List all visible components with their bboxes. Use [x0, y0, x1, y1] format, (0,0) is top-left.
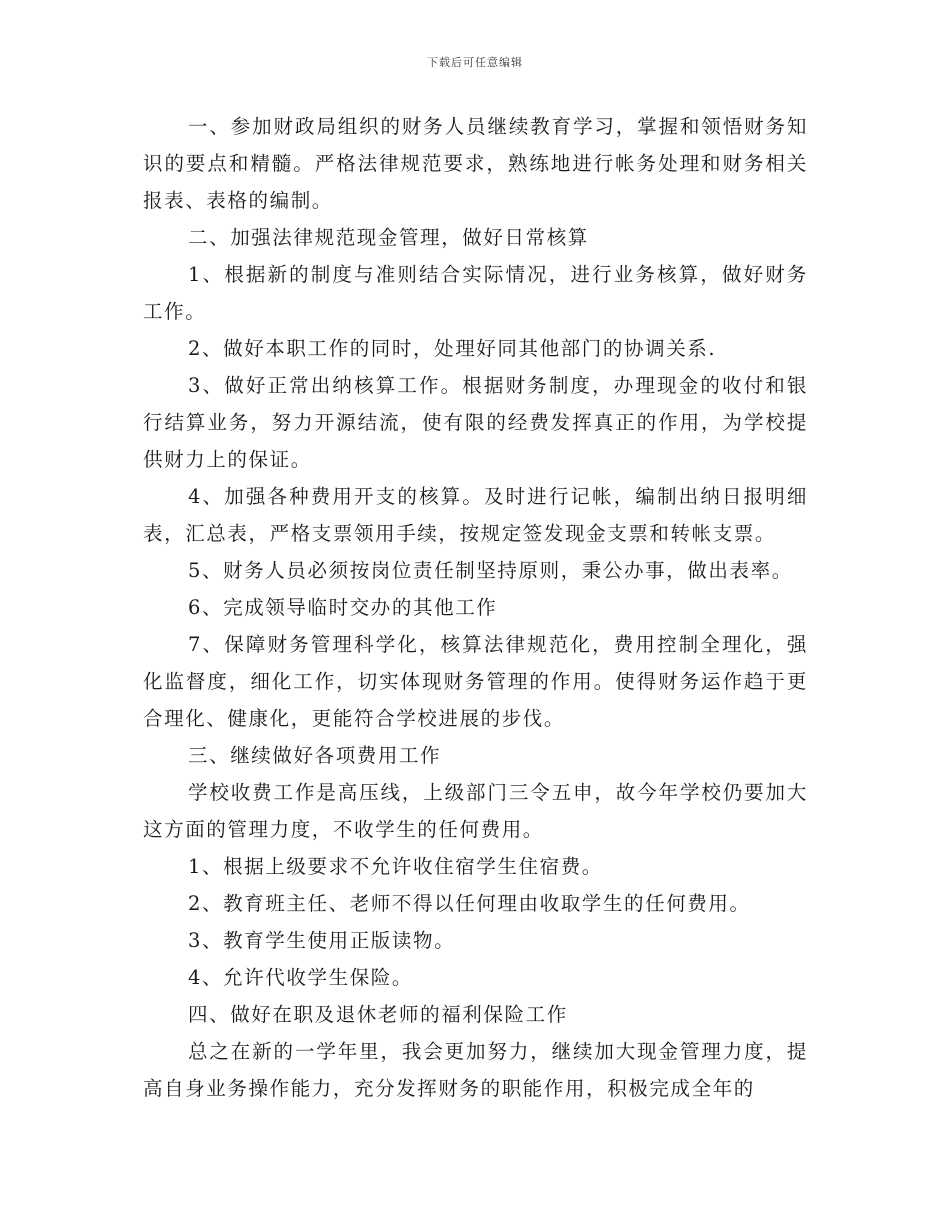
document-body: [143, 108, 808, 1107]
heading-section-4: 四、做好在职及退休老师的福利保险工作: [188, 1003, 568, 1026]
page-header: 下载后可任意编辑: [427, 56, 523, 69]
paragraph-item-2-6: 6、完成领导临时交办的其他工作: [188, 596, 498, 619]
paragraph-conclusion: 总之在新的一学年里，我会更加努力，继续加大现金管理力度，提高自身业务操作能力，充分发挥财务的职能作用，积极完成全年的: [143, 1040, 808, 1100]
paragraph-item-2-7: 7、保障财务管理科学化，核算法律规范化，费用控制全理化，强化监督度，细化工作，切实体现财务管理的作用。使得财务运作趋于更合理化、健康化，更能符合学校进展的步伐。: [143, 633, 808, 730]
paragraph-item-3-3: 3、教育学生使用正版读物。: [188, 929, 456, 952]
paragraph-item-2-1: 1、根据新的制度与准则结合实际情况，进行业务核算，做好财务工作。: [143, 263, 808, 323]
paragraph-item-2-3: 3、做好正常出纳核算工作。根据财务制度，办理现金的收付和银行结算业务，努力开源结流，使有限的经费发挥真正的作用，为学校提供财力上的保证。: [143, 374, 808, 471]
paragraph-section-3-intro: 学校收费工作是高压线，上级部门三令五申，故今年学校仍要加大这方面的管理力度，不收学生的任何费用。: [143, 781, 808, 841]
paragraph-item-2-2: 2、做好本职工作的同时，处理好同其他部门的协调关系.: [188, 337, 717, 360]
paragraph-item-3-4: 4、允许代收学生保险。: [188, 966, 414, 989]
paragraph-item-3-2: 2、教育班主任、老师不得以任何理由收取学生的任何费用。: [188, 892, 751, 915]
paragraph-section-1: 一、参加财政局组织的财务人员继续教育学习，掌握和领悟财务知识的要点和精髓。严格法律规范要求，熟练地进行帐务处理和财务相关报表、表格的编制。: [143, 115, 808, 212]
paragraph-item-2-4: 4、加强各种费用开支的核算。及时进行记帐，编制出纳日报明细表，汇总表，严格支票领用手续，按规定签发现金支票和转帐支票。: [143, 485, 808, 545]
paragraph-item-3-1: 1、根据上级要求不允许收住宿学生住宿费。: [188, 855, 603, 878]
paragraph-item-2-5: 5、财务人员必须按岗位责任制坚持原则，秉公办事，做出表率。: [188, 559, 793, 582]
heading-section-2: 二、加强法律规范现金管理，做好日常核算: [188, 226, 589, 249]
heading-section-3: 三、继续做好各项费用工作: [188, 744, 442, 767]
